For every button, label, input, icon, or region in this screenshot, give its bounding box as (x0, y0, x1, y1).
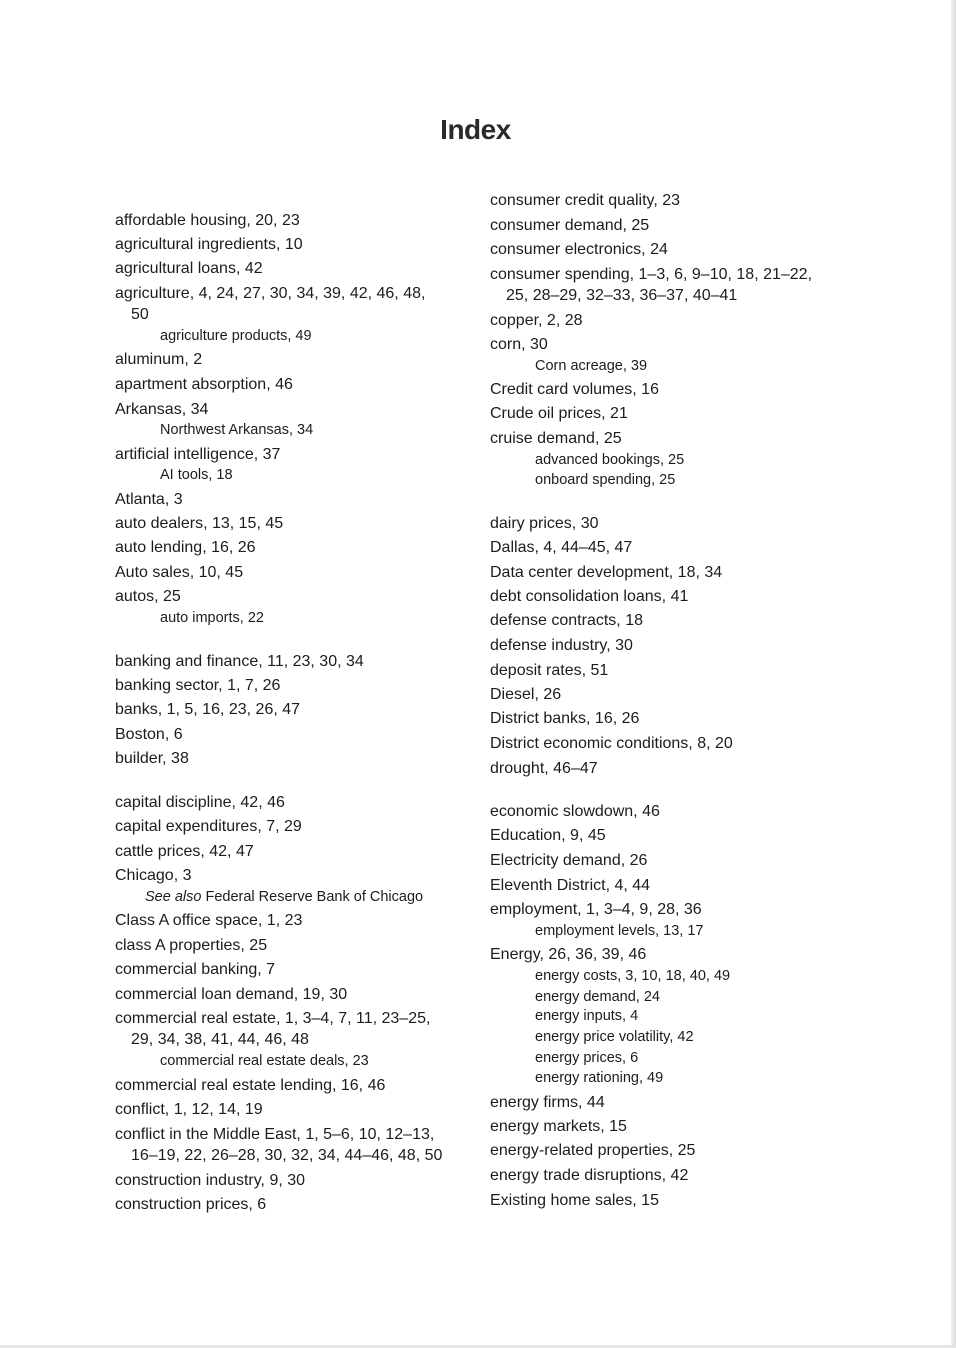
index-entry: capital expenditures, 7, 29 (115, 818, 302, 835)
index-entry: commercial loan demand, 19, 30 (115, 986, 348, 1003)
index-entry-continuation: 29, 34, 38, 41, 44, 46, 48 (131, 1031, 309, 1048)
index-entry: Atlanta, 3 (115, 491, 183, 508)
index-entry: construction industry, 9, 30 (115, 1172, 306, 1189)
index-subentry: advanced bookings, 25 (535, 452, 685, 468)
index-entry: energy trade disruptions, 42 (490, 1167, 689, 1184)
index-entry: capital discipline, 42, 46 (115, 794, 285, 811)
index-entry: commercial real estate, 1, 3–4, 7, 11, 23–25, (115, 1010, 431, 1027)
index-subentry: Corn acreage, 39 (535, 358, 648, 374)
index-subentry: agriculture products, 49 (160, 328, 312, 344)
index-entry: consumer demand, 25 (490, 217, 650, 234)
index-entry: apartment absorption, 46 (115, 376, 293, 393)
index-entry: debt consolidation loans, 41 (490, 588, 689, 605)
index-entry: copper, 2, 28 (490, 312, 583, 329)
index-entry: banking sector, 1, 7, 26 (115, 677, 281, 694)
page-title: Index (440, 114, 511, 145)
index-entry: defense contracts, 18 (490, 612, 643, 629)
index-entry: Dallas, 4, 44–45, 47 (490, 539, 633, 556)
index-entry: energy markets, 15 (490, 1118, 627, 1135)
index-entry: Existing home sales, 15 (490, 1192, 659, 1209)
index-entry: banks, 1, 5, 16, 23, 26, 47 (115, 701, 301, 718)
index-entry: agricultural ingredients, 10 (115, 236, 303, 253)
index-entry: Electricity demand, 26 (490, 852, 648, 869)
index-entry: Boston, 6 (115, 726, 183, 743)
index-entry: corn, 30 (490, 336, 548, 353)
index-entry-continuation: 50 (131, 306, 149, 323)
index-entry: economic slowdown, 46 (490, 803, 660, 820)
index-entry: auto dealers, 13, 15, 45 (115, 515, 284, 532)
index-entry: consumer electronics, 24 (490, 241, 668, 258)
index-entry: commercial real estate lending, 16, 46 (115, 1077, 386, 1094)
index-entry: defense industry, 30 (490, 637, 633, 654)
index-entry: energy-related properties, 25 (490, 1142, 696, 1159)
index-entry: Credit card volumes, 16 (490, 381, 659, 398)
index-entry: affordable housing, 20, 23 (115, 212, 300, 229)
index-entry-continuation: 25, 28–29, 32–33, 36–37, 40–41 (506, 287, 738, 304)
index-entry: drought, 46–47 (490, 760, 598, 777)
index-subentry: auto imports, 22 (160, 610, 264, 626)
index-entry: employment, 1, 3–4, 9, 28, 36 (490, 901, 702, 918)
index-entry: Auto sales, 10, 45 (115, 564, 244, 581)
index-entry: Arkansas, 34 (115, 401, 209, 418)
index-entry: conflict in the Middle East, 1, 5–6, 10, 12–13, (115, 1126, 435, 1143)
index-subentry: energy demand, 24 (535, 989, 660, 1005)
index-entry: Chicago, 3 (115, 867, 192, 884)
index-entry: construction prices, 6 (115, 1196, 267, 1213)
index-subentry: energy inputs, 4 (535, 1008, 639, 1024)
index-entry: energy firms, 44 (490, 1094, 605, 1111)
index-see-also (115, 887, 423, 907)
index-entry: artificial intelligence, 37 (115, 446, 281, 463)
index-entry: banking and finance, 11, 23, 30, 34 (115, 653, 364, 670)
index-subentry: commercial real estate deals, 23 (160, 1053, 369, 1069)
index-entry: Diesel, 26 (490, 686, 562, 703)
index-entry: conflict, 1, 12, 14, 19 (115, 1101, 263, 1118)
index-entry: auto lending, 16, 26 (115, 539, 256, 556)
index-entry: consumer spending, 1–3, 6, 9–10, 18, 21–22, (490, 266, 813, 283)
index-entry: agriculture, 4, 24, 27, 30, 34, 39, 42, 46, 48, (115, 285, 426, 302)
index-subentry: onboard spending, 25 (535, 472, 676, 488)
index-entry: deposit rates, 51 (490, 662, 609, 679)
index-entry: agricultural loans, 42 (115, 260, 263, 277)
page-edge (951, 0, 956, 1348)
index-entry: aluminum, 2 (115, 351, 203, 368)
index-entry: dairy prices, 30 (490, 515, 599, 532)
index-entry: Education, 9, 45 (490, 827, 606, 844)
index-subentry: Northwest Arkansas, 34 (160, 422, 314, 438)
see-also-label: See also (145, 889, 202, 905)
index-entry: class A properties, 25 (115, 937, 268, 954)
index-subentry: energy costs, 3, 10, 18, 40, 49 (535, 968, 731, 984)
index-entry: builder, 38 (115, 750, 189, 767)
index-subentry: employment levels, 13, 17 (535, 923, 704, 939)
index-entry: autos, 25 (115, 588, 181, 605)
index-entry: cruise demand, 25 (490, 430, 622, 447)
index-entry: consumer credit quality, 23 (490, 192, 681, 209)
index-entry-continuation: 16–19, 22, 26–28, 30, 32, 34, 44–46, 48, 50 (131, 1147, 443, 1164)
index-subentry: energy rationing, 49 (535, 1070, 664, 1086)
index-subentry: energy prices, 6 (535, 1050, 639, 1066)
index-entry: Energy, 26, 36, 39, 46 (490, 946, 647, 963)
index-subentry: energy price volatility, 42 (535, 1029, 694, 1045)
index-entry: Data center development, 18, 34 (490, 564, 723, 581)
index-entry: commercial banking, 7 (115, 961, 276, 978)
index-entry: District banks, 16, 26 (490, 710, 640, 727)
see-also-target: Federal Reserve Bank of Chicago (201, 889, 424, 905)
index-entry: Crude oil prices, 21 (490, 405, 628, 422)
index-subentry: AI tools, 18 (160, 467, 233, 483)
index-entry: Class A office space, 1, 23 (115, 912, 303, 929)
index-entry: District economic conditions, 8, 20 (490, 735, 733, 752)
index-entry: Eleventh District, 4, 44 (490, 877, 651, 894)
index-entry: cattle prices, 42, 47 (115, 843, 254, 860)
